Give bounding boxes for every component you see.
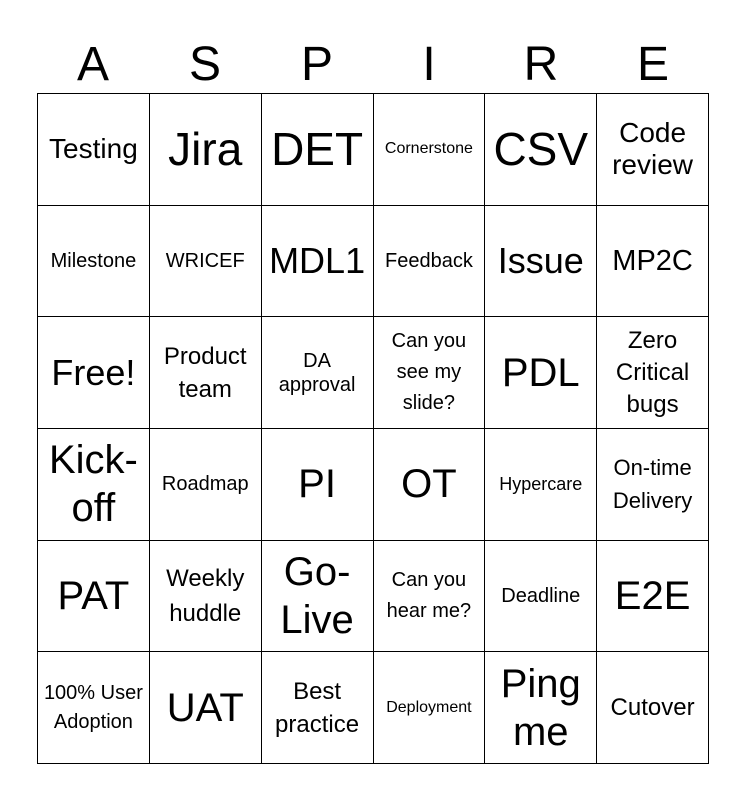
cell-text: Ping me <box>500 661 581 754</box>
header-letter-e: E <box>636 38 669 91</box>
header-letter-i: I <box>422 38 436 91</box>
bingo-cell[interactable] <box>597 94 709 206</box>
bingo-cell[interactable] <box>262 429 374 541</box>
cell-text: CSV <box>493 123 589 176</box>
cell-text: Code review <box>612 117 694 181</box>
cell-text: Best practice <box>275 677 360 738</box>
cell-text: PDL <box>501 350 580 395</box>
cell-text: PI <box>298 462 336 507</box>
bingo-cell[interactable] <box>150 206 262 318</box>
cell-text: Product team <box>163 342 247 403</box>
header-letter-p: P <box>300 38 333 91</box>
cell-text: Weekly huddle <box>166 564 245 627</box>
cell-text: Cutover <box>610 693 695 721</box>
bingo-cell[interactable] <box>150 317 262 429</box>
bingo-cell[interactable] <box>374 317 486 429</box>
bingo-cell[interactable] <box>150 652 262 764</box>
bingo-cell[interactable] <box>38 541 150 653</box>
bingo-cell[interactable] <box>597 317 709 429</box>
cell-text: Go-Live <box>280 549 354 642</box>
cell-text: Testing <box>49 133 138 165</box>
cell-text: Hypercare <box>499 474 583 495</box>
bingo-cell[interactable] <box>262 317 374 429</box>
cell-text: Milestone <box>50 249 137 272</box>
cell-text: Zero Critical bugs <box>615 326 690 418</box>
bingo-cell[interactable] <box>374 652 486 764</box>
bingo-cell[interactable] <box>374 429 486 541</box>
cell-text: OT <box>401 462 457 507</box>
cell-text: Deployment <box>386 698 472 716</box>
bingo-cell[interactable] <box>38 206 150 318</box>
bingo-cell[interactable] <box>38 429 150 541</box>
cell-text: DET <box>271 123 364 176</box>
cell-text: MDL1 <box>269 239 366 281</box>
cell-text: Can you hear me? <box>386 568 472 622</box>
cell-text: E2E <box>614 573 691 618</box>
bingo-cell[interactable] <box>262 652 374 764</box>
cell-text: UAT <box>166 685 244 730</box>
cell-text: MP2C <box>612 244 693 277</box>
bingo-cell[interactable] <box>150 429 262 541</box>
bingo-cell[interactable] <box>485 94 597 206</box>
bingo-cell[interactable] <box>597 429 709 541</box>
bingo-cell[interactable] <box>150 541 262 653</box>
bingo-cell[interactable] <box>485 652 597 764</box>
cell-text: Cornerstone <box>384 140 473 158</box>
bingo-cell[interactable] <box>150 94 262 206</box>
bingo-cell[interactable] <box>262 206 374 318</box>
bingo-board <box>37 93 709 764</box>
cell-text: Kick-off <box>48 438 138 531</box>
bingo-cell[interactable] <box>597 652 709 764</box>
bingo-header <box>37 38 709 92</box>
bingo-cell[interactable] <box>597 206 709 318</box>
bingo-cell[interactable] <box>374 94 486 206</box>
bingo-cell[interactable] <box>374 206 486 318</box>
cell-text: Roadmap <box>161 473 249 496</box>
bingo-cell[interactable] <box>262 541 374 653</box>
bingo-cell[interactable] <box>374 541 486 653</box>
cell-text: DA approval <box>278 349 356 396</box>
cell-text: On-time Delivery <box>612 455 693 514</box>
header-letter-a: A <box>76 38 109 91</box>
cell-text: Feedback <box>384 249 473 272</box>
cell-text: WRICEF <box>165 249 245 272</box>
bingo-cell[interactable] <box>485 206 597 318</box>
cell-text: Free! <box>51 351 136 393</box>
bingo-cell[interactable] <box>485 541 597 653</box>
cell-text: Jira <box>168 123 243 176</box>
bingo-cell[interactable] <box>485 317 597 429</box>
bingo-cell[interactable] <box>38 652 150 764</box>
cell-text: PAT <box>57 573 130 618</box>
bingo-cell[interactable] <box>38 317 150 429</box>
header-letter-s: S <box>188 38 221 91</box>
cell-text: Deadline <box>501 584 581 607</box>
cell-text: Can you see my slide? <box>391 330 467 415</box>
cell-text: Issue <box>497 239 584 281</box>
bingo-cell[interactable] <box>38 94 150 206</box>
bingo-cell[interactable] <box>485 429 597 541</box>
bingo-cell[interactable] <box>262 94 374 206</box>
cell-text: 100% User Adoption <box>43 681 143 733</box>
header-letter-r: R <box>523 38 559 91</box>
bingo-cell[interactable] <box>597 541 709 653</box>
